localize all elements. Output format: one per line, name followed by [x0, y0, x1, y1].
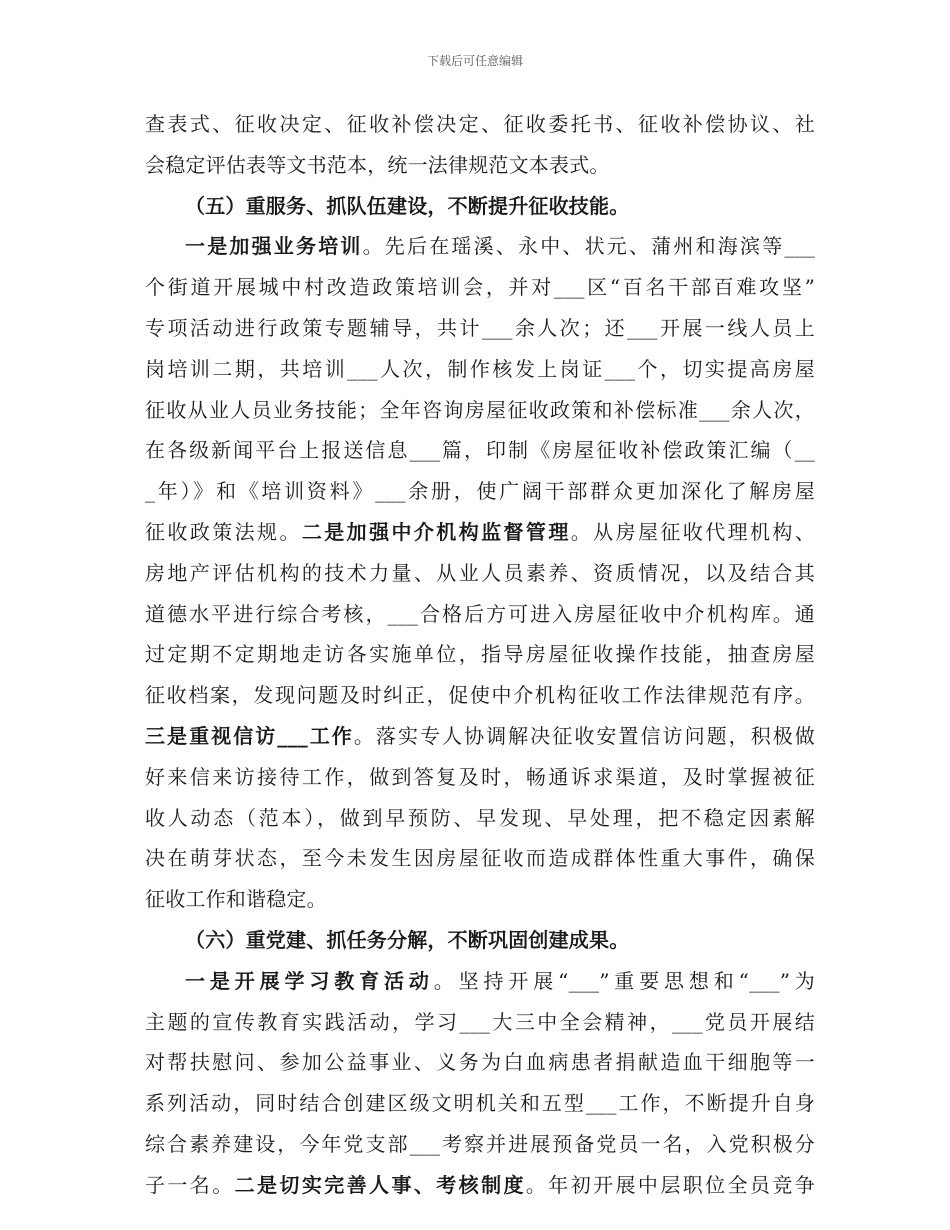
line-text: 在各级新闻平台上报送信息___篇，印制《房屋征收补偿政策汇编（__	[145, 438, 815, 463]
line-text: 好来信来访接待工作，做到答复及时，畅通诉求渠道，及时掌握被征	[145, 764, 815, 789]
text-line	[145, 1002, 815, 1043]
text-line	[145, 390, 815, 431]
line-text: 查表式、征收决定、征收补偿决定、征收委托书、征收补偿协议、社	[145, 112, 815, 136]
text-line	[145, 798, 815, 839]
line-text: _年）》和《培训资料》___余册，使广阔干部群众更加深化了解房屋	[145, 479, 815, 504]
line-text: 。落实专人协调解决征收安置信访问题，积极做	[353, 723, 816, 748]
line-text: 。从房屋征收代理机构、	[570, 519, 816, 544]
text-line	[145, 308, 815, 349]
text-line	[145, 879, 815, 920]
text-line	[145, 471, 815, 512]
line-text: 主题的宣传教育实践活动，学习___大三中全会精神，___党员开展结	[145, 1009, 815, 1034]
text-line	[145, 716, 815, 757]
line-text: 系列活动，同时结合创建区级文明机关和五型___工作，不断提升自身	[145, 1091, 815, 1116]
text-line	[145, 553, 815, 594]
text-line	[145, 1083, 815, 1124]
text-line	[145, 757, 815, 798]
text-line	[145, 267, 815, 308]
text-line	[145, 226, 815, 267]
text-line	[145, 430, 815, 471]
bold-phrase: 二是切实完善人事、考核制度	[234, 1172, 526, 1197]
text-line	[145, 675, 815, 716]
line-text: （六）重党建、抓任务分解，不断巩固创建成果。	[185, 927, 630, 952]
line-text: 子一名。	[145, 1172, 235, 1197]
bold-phrase: 一是加强业务培训	[185, 234, 363, 259]
line-text: 征收政策法规。	[145, 519, 302, 544]
bold-phrase: 二是加强中介机构监督管理	[301, 519, 571, 544]
line-text: 道德水平进行综合考核，___合格后方可进入房屋征收中介机构库。通	[145, 601, 815, 626]
text-line	[145, 145, 815, 186]
text-line	[145, 104, 815, 145]
line-text: 征收档案，发现问题及时纠正，促使中介机构征收工作法律规范有序。	[145, 683, 815, 708]
bold-phrase: 三是重视信访___工作	[145, 723, 354, 748]
line-text: 。坚持开展“___”重要思想和“___”为	[433, 968, 816, 993]
line-text: 专项活动进行政策专题辅导，共计___余人次；还___开展一线人员上	[145, 315, 815, 340]
line-text: 征收从业人员业务技能；全年咨询房屋征收政策和补偿标准___余人次，	[145, 397, 815, 422]
text-line	[145, 838, 815, 879]
line-text: 。年初开展中层职位全员竞争	[525, 1172, 815, 1197]
line-text: 征收工作和谐稳定。	[145, 887, 327, 912]
line-text: 综合素养建设，今年党支部___考察并进展预备党员一名，入党积极分	[145, 1131, 815, 1156]
line-text: （五）重服务、抓队伍建设，不断提升征收技能。	[185, 193, 630, 218]
text-line	[145, 1165, 815, 1206]
line-text: 会稳定评估表等文书范本，统一法律规范文本表式。	[145, 152, 610, 177]
text-line	[145, 594, 815, 635]
text-line	[145, 1042, 815, 1083]
line-text: 个街道开展城中村改造政策培训会，并对___区“百名干部百难攻坚”	[145, 275, 815, 300]
line-text: 过定期不定期地走访各实施单位，指导房屋征收操作技能，抽查房屋	[145, 642, 815, 667]
page-header: 下载后可任意编辑	[426, 54, 523, 68]
line-text: 房地产评估机构的技术力量、从业人员素养、资质情况，以及结合其	[145, 560, 815, 585]
text-line	[145, 634, 815, 675]
section-heading	[145, 186, 815, 227]
line-text: 收人动态（范本），做到早预防、早发现、早处理，把不稳定因素解	[145, 805, 815, 830]
line-text: 决在萌芽状态，至今未发生因房屋征收而造成群体性重大事件，确保	[145, 846, 815, 871]
line-text: 岗培训二期，共培训___人次，制作核发上岗证___个，切实提高房屋	[145, 356, 815, 381]
text-line	[145, 961, 815, 1002]
text-line	[145, 1124, 815, 1165]
section-heading	[145, 920, 815, 961]
text-line	[145, 512, 815, 553]
line-text: 。先后在瑶溪、永中、状元、蒲州和海滨等___	[362, 234, 815, 259]
document-body	[145, 104, 815, 1206]
line-text: 对帮扶慰问、参加公益事业、义务为白血病患者捐献造血干细胞等一	[145, 1050, 815, 1075]
bold-phrase: 一是开展学习教育活动	[185, 968, 434, 993]
text-line	[145, 349, 815, 390]
